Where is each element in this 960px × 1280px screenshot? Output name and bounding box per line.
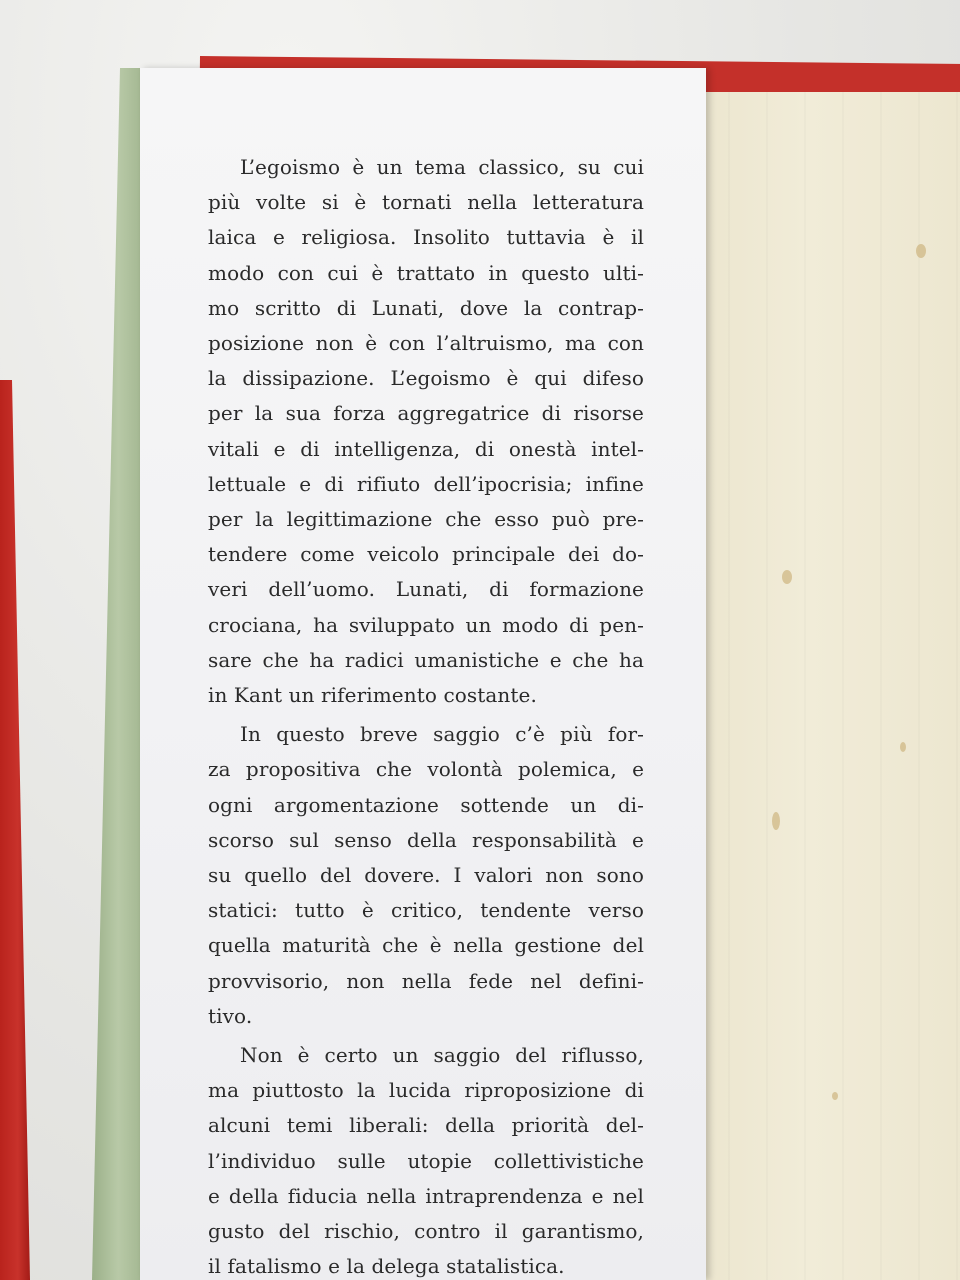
- text-line: veri dell’uomo. Lunati, di formazione: [208, 577, 644, 602]
- text-line: crociana, ha sviluppato un modo di pen-: [208, 612, 644, 637]
- text-line: L’egoismo è un tema classico, su cui: [240, 155, 644, 179]
- text-line: scorso sul senso della responsabilità e: [208, 827, 644, 852]
- text-line: mo scritto di Lunati, dove la contrap-: [208, 295, 644, 320]
- text-line: za propositiva che volontà polemica, e: [208, 757, 644, 782]
- text-line: ma piuttosto la lucida riproposizione di: [208, 1078, 644, 1103]
- foxing-spot: [916, 244, 926, 258]
- text-line: Non è certo un saggio del riflusso,: [240, 1043, 644, 1068]
- foxing-spot: [772, 812, 780, 830]
- foxing-spot: [900, 742, 906, 752]
- blurb-paragraph: [208, 150, 644, 713]
- text-line: tendere come veicolo principale dei do-: [208, 542, 644, 567]
- flap-blurb: [208, 150, 644, 1280]
- blurb-paragraph: [208, 1038, 644, 1280]
- text-line: la dissipazione. L’egoismo è qui difeso: [208, 366, 644, 391]
- book-endpaper: [690, 92, 960, 1280]
- foxing-spot: [832, 1092, 838, 1100]
- text-line: posizione non è con l’altruismo, ma con: [208, 331, 644, 356]
- text-line: quella maturità che è nella gestione del: [208, 933, 644, 958]
- text-line: per la sua forza aggregatrice di risorse: [208, 401, 644, 426]
- text-line: gusto del rischio, contro il garantismo,: [208, 1219, 644, 1244]
- text-line: sare che ha radici umanistiche e che ha: [208, 647, 644, 672]
- text-line: ogni argomentazione sottende un di-: [208, 792, 644, 817]
- text-line: l’individuo sulle utopie collettivistiche: [208, 1148, 644, 1173]
- text-line: il fatalismo e la delega statalistica.: [208, 1254, 565, 1279]
- text-line: laica e religiosa. Insolito tuttavia è il: [208, 225, 644, 250]
- foxing-spot: [782, 570, 792, 584]
- text-line: vitali e di intelligenza, di onestà intel-: [208, 436, 644, 461]
- text-line: e della fiducia nella intraprendenza e nel: [208, 1183, 644, 1208]
- text-line: In questo breve saggio c’è più for-: [240, 722, 644, 747]
- text-line: lettuale e di rifiuto dell’ipocrisia; infine: [208, 471, 644, 496]
- text-line: in Kant un riferimento costante.: [208, 683, 537, 708]
- text-line: provvisorio, non nella fede nel defini-: [208, 968, 644, 993]
- text-line: alcuni temi liberali: della priorità del-: [208, 1113, 644, 1138]
- text-line: più volte si è tornati nella letteratura: [208, 190, 644, 215]
- text-line: su quello del dovere. I valori non sono: [208, 863, 644, 888]
- text-line: per la legittimazione che esso può pre-: [208, 507, 644, 532]
- text-line: statici: tutto è critico, tendente verso: [208, 898, 644, 923]
- text-line: tivo.: [208, 1003, 253, 1028]
- blurb-paragraph: [208, 717, 644, 1034]
- text-line: modo con cui è trattato in questo ulti-: [208, 260, 644, 285]
